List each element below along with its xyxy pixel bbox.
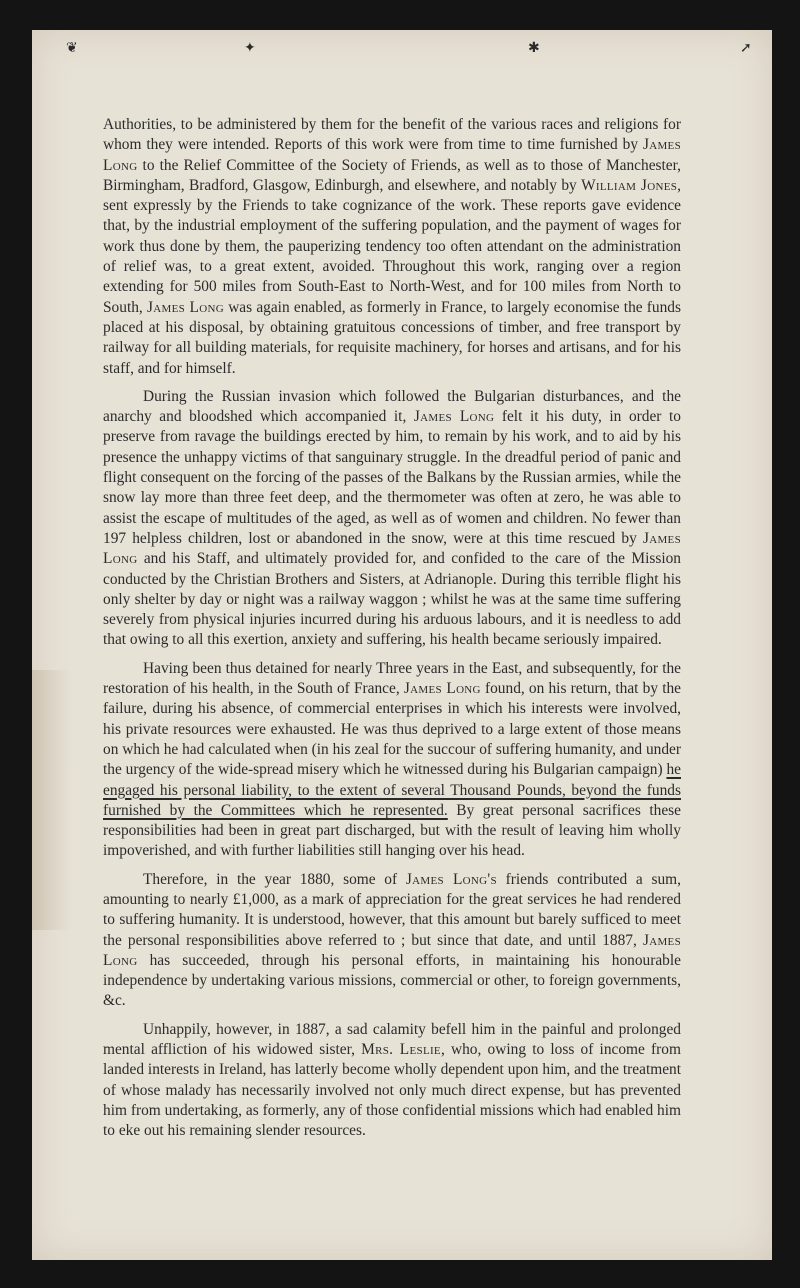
text-run: , sent expressly by the Friends to take cognizance of the work. These reports gave evidence that, by the industrial employment of the suffering population, and the payment of wages for work thus done by them, the pauperizing tendency too often attendant on the administration of relief was, to a great extent, avoided. Throughout this work, ranging over a region extending for 500 miles from South-East to North-West, and for 100 miles from North to South,	[103, 176, 681, 316]
text-run: Unhappily, however, in 1887, a sad calamity befell him in the painful and prolonged mental affliction of his widowed sister,	[103, 1020, 681, 1059]
name-smallcaps: James Long	[103, 136, 681, 174]
paper-stain	[32, 670, 72, 930]
text-run: Having been thus detained for nearly Three years in the East, and subsequently, for the restoration of his health, in the South of France,	[103, 659, 681, 698]
text-run: friends contributed a sum, amounting to nearly £1,000, as a mark of appreciation for the great services he had rendered to suffering humanity. It is understood, however, that this amount but barely sufficed to meet the personal responsibilities above referred to ; but since that date, and until 1887,	[103, 870, 682, 949]
text-run: found, on his return, that by the failure, during his absence, of commercial enterprises in which his interests were involved, his private resources were exhausted. He was thus deprived to a large extent of those means on which he had calculated when (in his zeal for the succour of suffering humanity, and under the urgency of the wide-spread misery which he witnessed during his Bulgarian campaign)	[103, 680, 681, 779]
text-run: felt it his duty, in order to preserve from ravage the buildings erected by him, to remain by his work, and to aid by his presence the unhappy victims of that sanguinary struggle. In the dreadful period of panic and flight consequent on the forcing of the passes of the Balkans by the Russian armies, while the snow lay more than three feet deep, and the thermometer was often at zero, he was able to assist the escape of multitudes of the aged, as well as of women and children. No fewer than 197 helpless children, lost or abandoned in the snow, were at this time rescued by	[103, 408, 681, 547]
text-run: and his Staff, and ultimately provided for, and confided to the care of the Mission conducted by the Christian Brothers and Sisters, at Adrianople. During this terrible flight his only shelter by day or night was a railway waggon ; whilst he was at the same time suffering severely from physical injuries incurred during his arduous labours, and it is needless to add that owing to all this exertion, anxiety and suffering, his health became seriously impaired.	[103, 550, 681, 649]
text-run: By great personal sacrifices these responsibilities had been in great part discharged, but with the result of leaving him wholly impoverished, and with further liabilities still hanging over his head.	[103, 801, 682, 860]
name-smallcaps: Mrs. Leslie	[361, 1041, 441, 1059]
name-smallcaps: James Long	[413, 408, 495, 426]
ink-blot-mark: ✦	[244, 41, 256, 56]
paragraph	[103, 1020, 681, 1142]
ink-blot-mark: ❦	[66, 41, 78, 56]
text-run: , who, owing to loss of income from landed interests in Ireland, has latterly become wholly dependent upon him, and the treatment of whose malady has necessarily involved not only much direct expense, but has prevented him from undertaking, as formerly, any of those confidential missions which had enabled him to eke out his remaining slender resources.	[103, 1041, 681, 1140]
text-run: has succeeded, through his personal efforts, in maintaining his honourable independence by undertaking various missions, commercial or other, to foreign governments, &c.	[103, 951, 681, 1010]
paragraph	[103, 659, 681, 862]
ink-blot-mark: ➚	[740, 41, 752, 56]
text-run: Authorities, to be administered by them for the benefit of the various races and religions for whom they were intended. Reports of this work were from time to time furnished by	[103, 116, 681, 154]
name-smallcaps: James Long	[103, 931, 681, 969]
underlined-text: he engaged his personal liability, to the extent of several Thousand Pounds, beyond the funds furnished by the Committees which he represented.	[103, 761, 681, 819]
paragraph	[103, 870, 681, 1012]
name-smallcaps: William Jones	[581, 176, 678, 194]
paper-sheet	[32, 30, 772, 1260]
name-smallcaps: James Long	[146, 298, 224, 316]
text-run: was again enabled, as formerly in France, to largely economise the funds placed at his disposal, by obtaining gratuitous concessions of timber, and free transport by railway for all building materials, for requisite machinery, for horses and artisans, and for his staff, and for himself.	[103, 298, 681, 377]
paragraph	[103, 115, 681, 379]
ink-blot-mark: ✱	[528, 41, 540, 56]
text-run: to the Relief Committee of the Society of Friends, as well as to those of Manchester, Birmingham, Bradford, Glasgow, Edinburgh, and elsewhere, and notably by	[103, 156, 681, 194]
paragraph	[103, 387, 681, 651]
document-body	[103, 115, 681, 1150]
text-run: Therefore, in the year 1880, some of	[143, 870, 406, 888]
name-smallcaps: James Long	[103, 529, 681, 568]
name-smallcaps: James Long's	[405, 870, 497, 888]
name-smallcaps: James Long	[403, 680, 481, 698]
text-run: During the Russian invasion which followed the Bulgarian disturbances, and the anarchy and bloodshed which accompanied it,	[103, 387, 681, 426]
